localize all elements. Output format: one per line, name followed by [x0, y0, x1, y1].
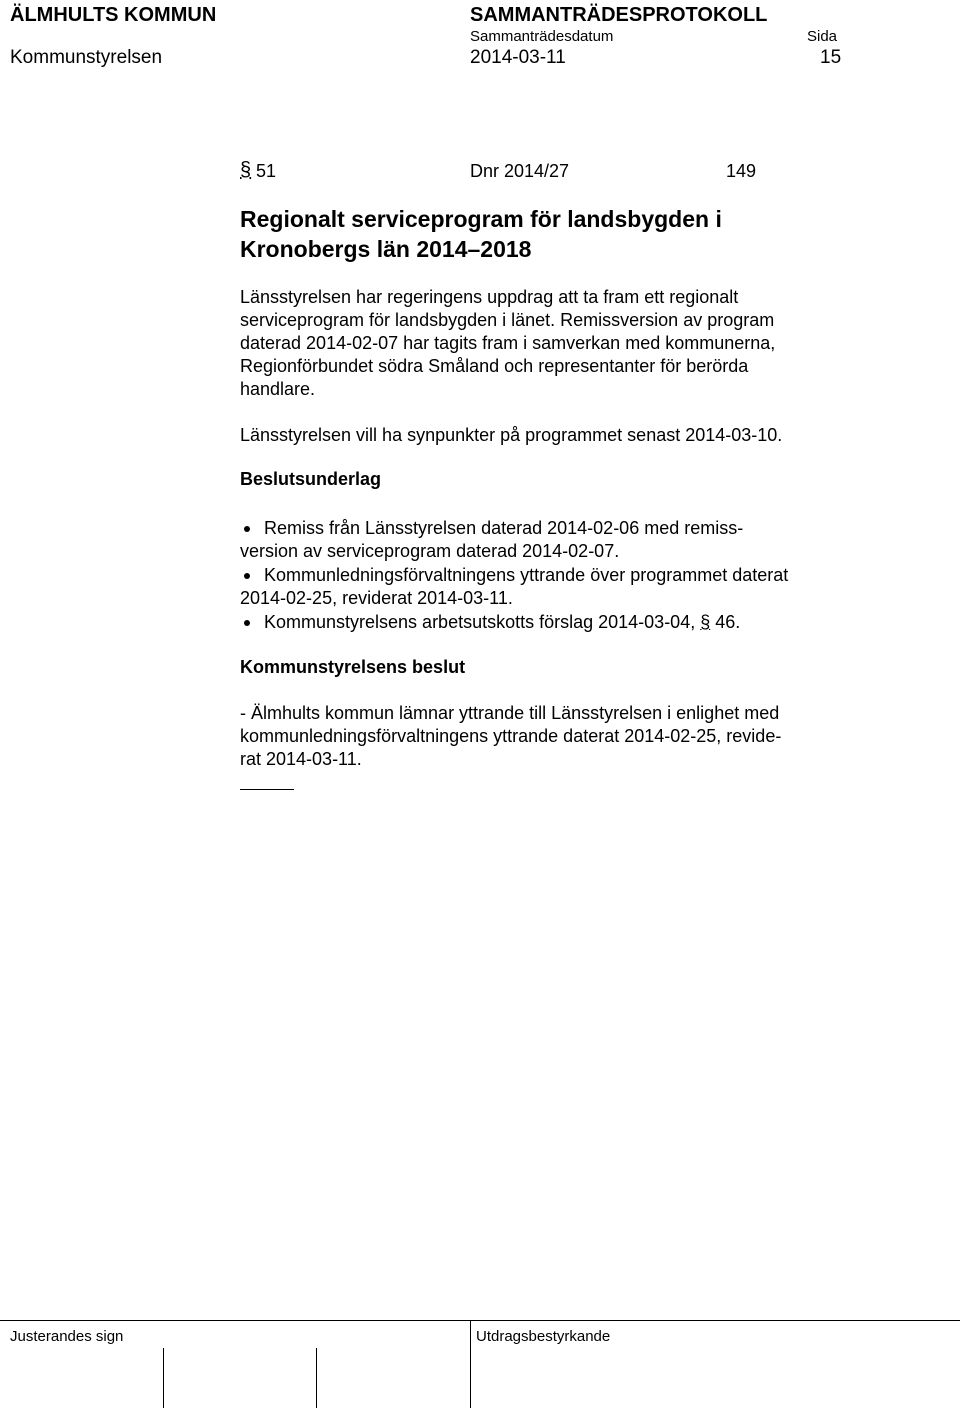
footer-divider: [163, 1348, 164, 1408]
beslut-line: rat 2014-03-11.: [240, 749, 362, 769]
item-title-line1: Regionalt serviceprogram för landsbygden i: [240, 206, 722, 232]
beslut-line: - Älmhults kommun lämnar yttrande till Länsstyrelsen i enlighet med: [240, 703, 780, 723]
paragraph-1-line: serviceprogram för landsbygden i länet. Remissversion av program: [240, 310, 775, 330]
board-name: Kommunstyrelsen: [10, 47, 163, 68]
beslutsunderlag-item-3-mark: §: [700, 612, 711, 632]
beslutsunderlag-heading: Beslutsunderlag: [240, 469, 382, 489]
dnr: Dnr 2014/27: [470, 161, 570, 181]
meeting-date: 2014-03-11: [470, 47, 566, 68]
footer-divider: [316, 1348, 317, 1408]
section-mark: §: [240, 159, 252, 181]
beslutsunderlag-item-1: Remiss från Länsstyrelsen daterad 2014-02-06 med remiss-: [264, 518, 744, 538]
item-title-line2: Kronobergs län 2014–2018: [240, 236, 532, 262]
paragraph-2: Länsstyrelsen vill ha synpunkter på programmet senast 2014-03-10.: [240, 425, 783, 445]
beslutsunderlag-item-1-cont: version av serviceprogram daterad 2014-02-07.: [240, 541, 620, 561]
justerandes-sign-label: Justerandes sign: [10, 1328, 124, 1345]
beslutsunderlag-item-3: [264, 611, 740, 634]
date-label: Sammanträdesdatum: [470, 28, 614, 45]
beslut-heading: Kommunstyrelsens beslut: [240, 657, 466, 677]
beslutsunderlag-item-3-ref: 46.: [715, 612, 741, 632]
protocol-title: SAMMANTRÄDESPROTOKOLL: [470, 4, 768, 26]
footer-divider: [470, 1320, 471, 1408]
page-label: Sida: [807, 28, 838, 45]
end-rule: [240, 789, 294, 790]
paragraph-1-line: Regionförbundet södra Småland och representanter för berörda: [240, 356, 749, 376]
municipality-name: ÄLMHULTS KOMMUN: [10, 4, 217, 26]
item-number: 51: [256, 161, 277, 181]
paragraph-1-line: daterad 2014-02-07 har tagits fram i samverkan med kommunerna,: [240, 333, 776, 353]
page-number: 15: [820, 47, 842, 68]
paragraph-1-line: handlare.: [240, 379, 316, 399]
beslutsunderlag-item-3-text: Kommunstyrelsens arbetsutskotts förslag 2014-03-04,: [264, 612, 696, 632]
beslut-line: kommunledningsförvaltningens yttrande daterat 2014-02-25, revide-: [240, 726, 782, 746]
utdragsbestyrkande-label: Utdragsbestyrkande: [476, 1328, 611, 1345]
beslutsunderlag-item-2: Kommunledningsförvaltningens yttrande över programmet daterat: [264, 565, 789, 585]
footer-top-rule: [0, 1320, 960, 1321]
beslutsunderlag-item-2-cont: 2014-02-25, reviderat 2014-03-11.: [240, 588, 513, 608]
item-ref: 149: [726, 161, 757, 181]
paragraph-1-line: Länsstyrelsen har regeringens uppdrag att ta fram ett regionalt: [240, 287, 739, 307]
